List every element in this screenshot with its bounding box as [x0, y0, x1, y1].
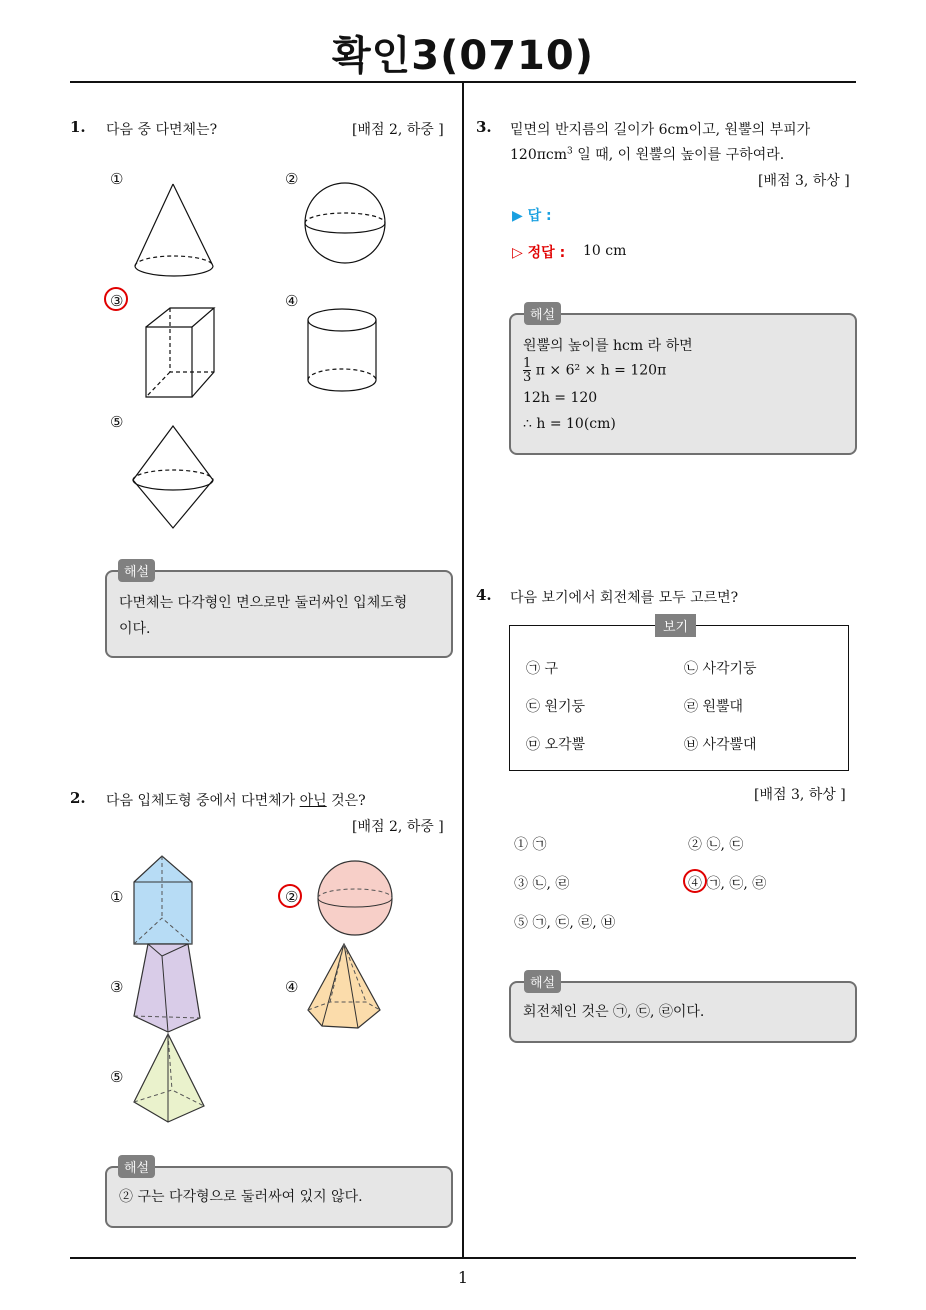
q3-text-line2-b: 일 때, 이 원뿔의 높이를 구하여라.	[572, 147, 785, 163]
q4-item-2: ㉡ 사각기둥	[684, 661, 757, 677]
q2-text-post: 것은?	[326, 793, 366, 809]
q1-option-2-label[interactable]: ②	[285, 170, 299, 188]
q1-sphere-figure	[300, 175, 400, 270]
q1-explanation-line1: 다면체는 다각형인 면으로만 둘러싸인 입체도형	[119, 595, 408, 611]
q2-selected-mark	[278, 884, 302, 908]
q4-item-3: ㉢ 원기둥	[526, 699, 586, 715]
q4-explanation-text: 회전체인 것은 ㉠, ㉢, ㉣이다.	[523, 1004, 705, 1020]
q3-fraction	[523, 357, 531, 384]
q3-explanation-line4: ∴ h = 10(cm)	[523, 416, 616, 432]
q2-triangular-prism-figure	[130, 852, 200, 948]
q1-option-5-label[interactable]: ⑤	[110, 413, 124, 431]
q3-answer-label: ▶ 답 :	[512, 208, 552, 224]
q4-text: 다음 보기에서 회전체를 모두 고르면?	[510, 590, 739, 606]
q4-explanation-tag: 해설	[524, 970, 561, 993]
q1-number: 1.	[70, 118, 86, 136]
q4-view-box	[509, 625, 849, 771]
q2-number: 2.	[70, 789, 86, 807]
q1-cone-figure	[125, 178, 225, 282]
q4-item-6: ㉥ 사각뿔대	[684, 737, 757, 753]
q4-option-5[interactable]: ⑤ ㉠, ㉢, ㉣, ㉥	[514, 915, 616, 931]
q1-double-cone-figure	[125, 422, 225, 532]
q2-explanation-tag: 해설	[118, 1155, 155, 1178]
q3-number: 3.	[476, 118, 492, 136]
q4-option-3[interactable]: ③ ㉡, ㉣	[514, 876, 570, 892]
q3-explanation-line3: 12h = 120	[523, 390, 598, 406]
q3-fraction-num: 1	[523, 356, 532, 371]
q2-option-5-label[interactable]: ⑤	[110, 1068, 124, 1086]
q1-option-4-label[interactable]: ④	[285, 292, 299, 310]
q3-text-line1: 밑면의 반지름의 길이가 6cm이고, 원뿔의 부피가	[510, 122, 811, 138]
q3-explanation-tag: 해설	[524, 302, 561, 325]
q2-option-2-label[interactable]: ②	[285, 888, 299, 906]
q4-option-2[interactable]: ② ㉡, ㉢	[688, 837, 744, 853]
q2-text-pre: 다음 입체도형 중에서 다면체가	[106, 793, 300, 809]
q2-explanation-text: ② 구는 다각형으로 둘러싸여 있지 않다.	[119, 1189, 363, 1205]
q3-explanation-formula	[523, 357, 666, 384]
q4-number: 4.	[476, 586, 492, 604]
q2-prism-figure	[128, 940, 208, 1036]
q1-score: [배점 2, 하중 ]	[352, 122, 444, 138]
q2-option-3-label[interactable]: ③	[110, 978, 124, 996]
q2-explanation-box	[105, 1166, 453, 1228]
q4-item-5: ㉤ 오각뿔	[526, 737, 586, 753]
q1-option-1-label[interactable]: ①	[110, 170, 124, 188]
q3-explanation-box	[509, 313, 857, 455]
q2-hexagonal-pyramid-figure	[300, 940, 390, 1036]
q3-fraction-den: 3	[523, 370, 532, 385]
q4-score: [배점 3, 하상 ]	[754, 787, 846, 803]
q2-square-pyramid-figure	[128, 1030, 210, 1126]
q1-text: 다음 중 다면체는?	[106, 122, 218, 138]
q3-text-line2	[510, 144, 784, 164]
q1-cylinder-figure	[300, 302, 390, 402]
q1-cuboid-figure	[140, 302, 225, 402]
q2-score: [배점 2, 하중 ]	[352, 819, 444, 835]
q3-correct-label: ▷ 정답 :	[512, 245, 566, 261]
q1-selected-mark	[104, 287, 128, 311]
q3-explanation-line1: 원뿔의 높이를 hcm 라 하면	[523, 338, 693, 354]
q4-option-4[interactable]: ④ ㉠, ㉢, ㉣	[688, 876, 767, 892]
q1-option-3-label[interactable]: ③	[110, 292, 124, 310]
q2-text-underline: 아닌	[299, 793, 327, 809]
q4-selected-mark	[683, 869, 707, 893]
q2-text	[106, 790, 366, 810]
q4-item-4: ㉣ 원뿔대	[684, 699, 744, 715]
q2-option-4-label[interactable]: ④	[285, 978, 299, 996]
q3-text-line2-sup: 3	[567, 146, 573, 157]
q4-option-1[interactable]: ① ㉠	[514, 837, 547, 853]
q4-item-1: ㉠ 구	[526, 661, 558, 677]
q2-sphere-figure	[315, 858, 397, 940]
q3-correct-value: 10 cm	[583, 243, 627, 259]
q2-option-1-label[interactable]: ①	[110, 888, 124, 906]
q1-explanation-tag: 해설	[118, 559, 155, 582]
q4-explanation-box	[509, 981, 857, 1043]
q3-score: [배점 3, 하상 ]	[758, 173, 850, 189]
q4-view-tag: 보기	[655, 614, 696, 637]
page-title: 확인3(0710)	[331, 33, 594, 79]
bottom-divider	[70, 1257, 856, 1259]
q3-explanation-line2: π × 6² × h = 120π	[535, 362, 667, 379]
q1-explanation-line2: 이다.	[119, 621, 151, 637]
page-number: 1	[457, 1268, 469, 1287]
column-divider	[462, 83, 464, 1259]
q1-explanation-box	[105, 570, 453, 658]
q3-text-line2-a: 120πcm	[510, 147, 568, 163]
